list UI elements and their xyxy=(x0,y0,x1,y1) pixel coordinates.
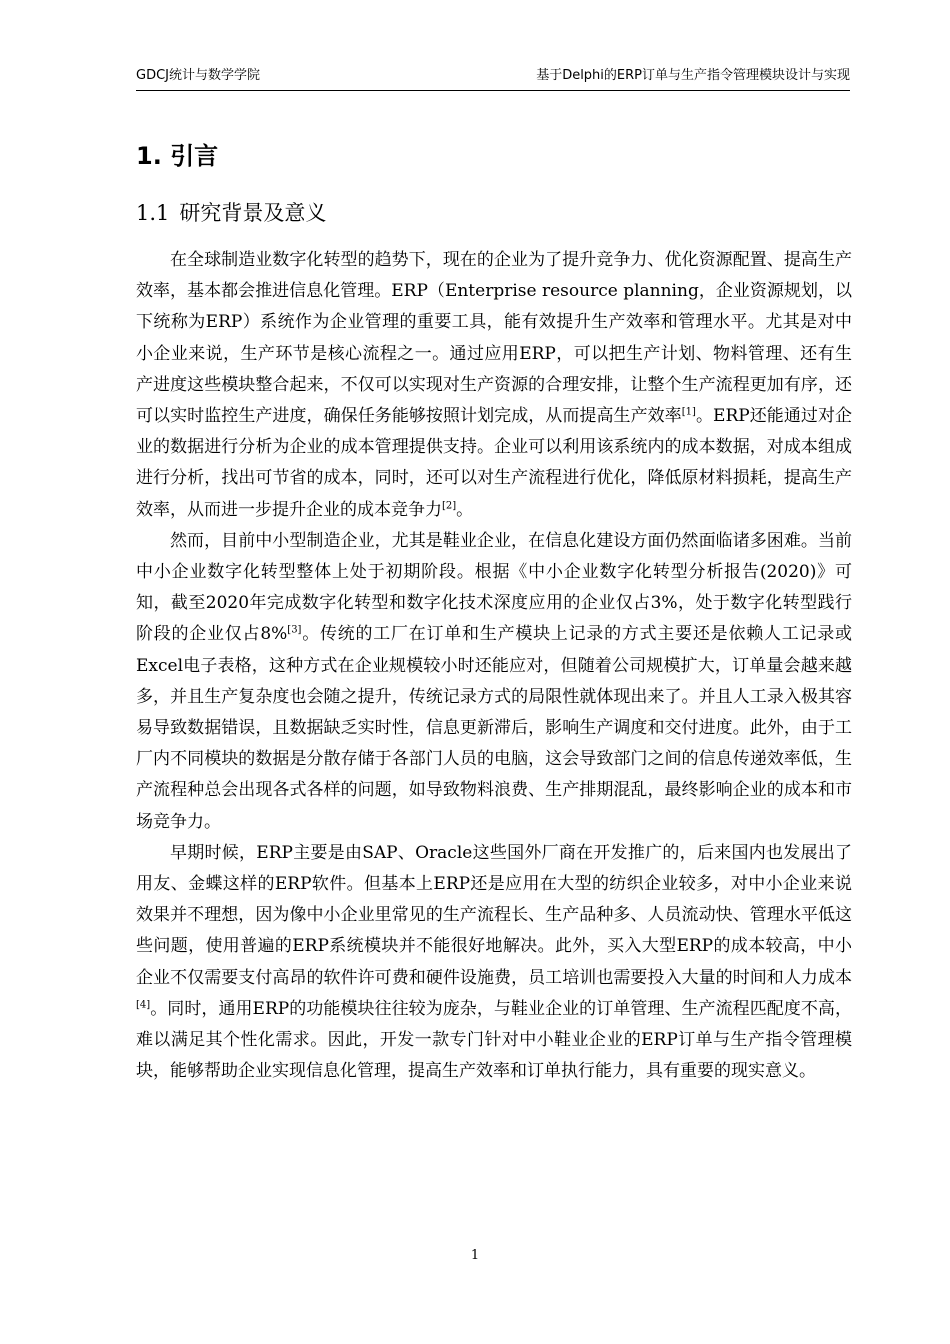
citation: [3] xyxy=(287,624,302,636)
text-run: 然而，目前中小型制造企业，尤其是鞋业企业，在信息化建设方面仍然面临诸多困难。当前中小企业数字化转型整体上处于初期阶段。根据《中小企业数字化转型分析报告(2020)》可知，截至2020年完成数字化转型和数字化技术深度应用的企业仅占3%，处于数字化转型践行阶段的企业仅占8% xyxy=(136,530,852,645)
header-thesis-title: 基于Delphi的ERP订单与生产指令管理模块设计与实现 xyxy=(536,68,850,83)
chapter-title-text: 引言 xyxy=(170,142,219,170)
paragraph xyxy=(136,245,852,526)
section-title xyxy=(136,197,326,229)
text-run: 。同时，通用ERP的功能模块往往较为庞杂，与鞋业企业的订单管理、生产流程匹配度不高，难以满足其个性化需求。因此，开发一款专门针对中小鞋业企业的ERP订单与生产指令管理模块，能够帮助企业实现信息化管理，提高生产效率和订单执行能力，具有重要的现实意义。 xyxy=(136,998,852,1082)
section-title-text: 研究背景及意义 xyxy=(179,201,327,225)
page-header xyxy=(136,64,850,91)
section-number: 1.1 xyxy=(136,201,170,225)
citation: [2] xyxy=(442,499,457,511)
text-run: 早期时候，ERP主要是由SAP、Oracle这些国外厂商在开发推广的，后来国内也发展出了用友、金蝶这样的ERP软件。但基本上ERP还是应用在大型的纺织企业较多，对中小企业来说效果并不理想，因为像中小企业里常见的生产流程长、生产品种多、人员流动快、管理水平低这些问题，使用普遍的ERP系统模块并不能很好地解决。此外，买入大型ERP的成本较高，中小企业不仅需要支付高昂的软件许可费和硬件设施费，员工培训也需要投入大量的时间和人力成本 xyxy=(136,842,852,988)
chapter-number: 1. xyxy=(136,142,162,170)
text-run: 在全球制造业数字化转型的趋势下，现在的企业为了提升竞争力、优化资源配置、提高生产效率，基本都会推进信息化管理。ERP（Enterprise resource planning，企业资源规划，以下统称为ERP）系统作为企业管理的重要工具，能有效提升生产效率和管理水平。尤其是对中小企业来说，生产环节是核心流程之一。通过应用ERP，可以把生产计划、物料管理、还有生产进度这些模块整合起来，不仅可以实现对生产资源的合理安排，让整个生产流程更加有序，还可以实时监控生产进度，确保任务能够按照计划完成，从而提高生产效率 xyxy=(136,250,852,427)
text-run: 。传统的工厂在订单和生产模块上记录的方式主要还是依赖人工记录或Excel电子表格，这种方式在企业规模较小时还能应对，但随着公司规模扩大，订单量会越来越多，并且生产复杂度也会随之提升，传统记录方式的局限性就体现出来了。并且人工录入极其容易导致数据错误，且数据缺乏实时性，信息更新滞后，影响生产调度和交付进度。此外，由于工厂内不同模块的数据是分散存储于各部门人员的电脑，这会导致部门之间的信息传递效率低，生产流程种总会出现各式各样的问题，如导致物料浪费、生产排期混乱，最终影响企业的成本和市场竞争力。 xyxy=(136,624,852,832)
chapter-title xyxy=(136,138,218,174)
paragraph xyxy=(136,838,852,1088)
citation: [1] xyxy=(681,406,696,418)
text-run: 。ERP还能通过对企业的数据进行分析为企业的成本管理提供支持。企业可以利用该系统内的成本数据，对成本组成进行分析，找出可节省的成本，同时，还可以对生产流程进行优化，降低原材料损耗，提高生产效率，从而进一步提升企业的成本竞争力 xyxy=(136,406,853,520)
header-institution: GDCJ统计与数学学院 xyxy=(136,68,260,83)
page-number: 1 xyxy=(470,1248,480,1263)
text-run: 。 xyxy=(456,499,474,520)
citation: [4] xyxy=(136,999,151,1011)
paragraph xyxy=(136,526,852,838)
body-text xyxy=(136,245,852,1087)
